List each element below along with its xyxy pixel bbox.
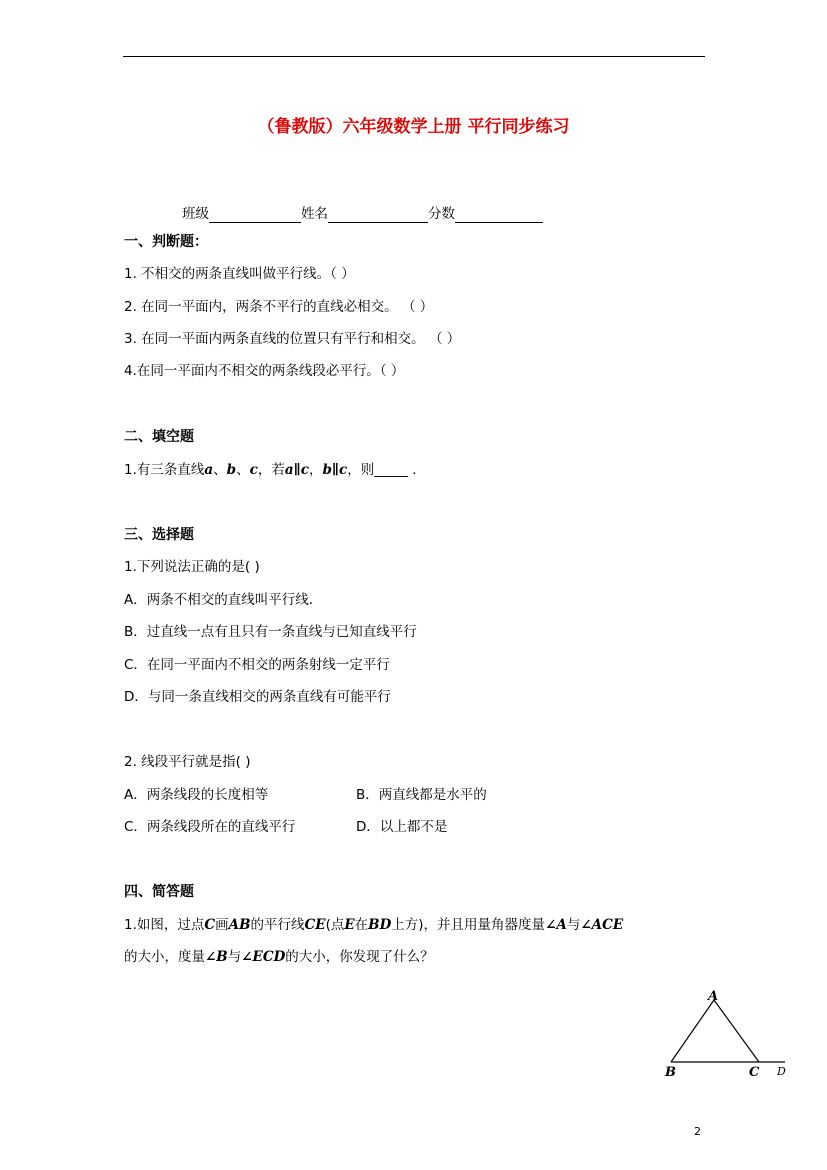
var-c: c: [249, 462, 258, 478]
text: 画: [215, 917, 229, 933]
class-blank[interactable]: [209, 208, 301, 223]
triangle-figure: [655, 982, 795, 1082]
var-a: a: [204, 462, 214, 478]
s2-question-1: [124, 461, 417, 479]
text: 1.如图，过点: [124, 917, 205, 933]
s3-q1-option-c: C．在同一平面内不相交的两条射线一定平行: [124, 657, 390, 673]
s3-q2-option-b: B．两直线都是水平的: [356, 787, 487, 803]
page-number: 2: [694, 1125, 701, 1138]
label-a: A: [708, 989, 719, 1004]
score-label: 分数: [428, 206, 455, 222]
angle-b: ∠B: [205, 949, 228, 965]
s2-q1-text-b: ，若: [257, 462, 285, 478]
section-2-heading: 二、填空题: [124, 429, 194, 445]
point-e: E: [344, 917, 355, 933]
segment-ab: AB: [228, 917, 251, 933]
s3-q1-option-a: A．两条不相交的直线叫平行线．: [124, 592, 323, 608]
text: 与: [227, 949, 242, 965]
parallel-a-c: a∥c: [284, 462, 309, 478]
text: 与: [566, 917, 581, 933]
s4-question-1-line-1: [124, 916, 623, 934]
text: (点: [325, 917, 345, 933]
document-title: （鲁教版）六年级数学上册 平行同步练习: [257, 117, 570, 137]
student-info-line: [182, 205, 543, 223]
s3-q1-option-b: B．过直线一点有且只有一条直线与已知直线平行: [124, 624, 417, 640]
label-b: B: [665, 1065, 676, 1080]
label-d: D: [777, 1065, 786, 1078]
score-blank[interactable]: [455, 208, 543, 223]
angle-ace: ∠ACE: [580, 917, 624, 933]
section-1-heading: 一、判断题：: [124, 234, 208, 250]
parallel-b-c: b∥c: [322, 462, 348, 478]
s1-question-4: 4.在同一平面内不相交的两条线段必平行。（ ）: [124, 363, 405, 379]
line-bd: BD: [368, 917, 392, 933]
line-ce: CE: [304, 917, 326, 933]
section-4-heading: 四、简答题: [124, 884, 194, 900]
name-label: 姓名: [301, 206, 328, 222]
side-ac: [714, 1000, 759, 1062]
s2-q1-text-c: ，则_____ .: [347, 462, 417, 478]
side-ab: [671, 1000, 714, 1062]
header-rule: [123, 56, 705, 57]
text: 的大小，度量: [124, 949, 205, 965]
var-b: b: [226, 462, 237, 478]
section-3-heading: 三、选择题: [124, 527, 194, 543]
s3-q2-option-a: A．两条线段的长度相等: [124, 787, 269, 803]
separator: 、: [213, 462, 227, 478]
s1-question-1: 1. 不相交的两条直线叫做平行线。（ ）: [124, 266, 355, 282]
name-blank[interactable]: [328, 208, 428, 223]
s2-q1-text-a: 1.有三条直线: [124, 462, 205, 478]
s3-question-2: 2. 线段平行就是指( ): [124, 754, 251, 770]
s3-question-1: 1.下列说法正确的是( ): [124, 559, 260, 575]
s4-question-1-line-2: [124, 948, 434, 966]
separator: ，: [308, 462, 323, 478]
text: 上方)，并且用量角器度量: [391, 917, 546, 933]
s3-q2-option-d: D．以上都不是: [356, 819, 448, 835]
angle-a: ∠A: [545, 917, 567, 933]
s3-q1-option-d: D．与同一条直线相交的两条直线有可能平行: [124, 689, 391, 705]
text: 的大小，你发现了什么？: [285, 949, 434, 965]
s1-question-2: 2. 在同一平面内，两条不平行的直线必相交。 （ ）: [124, 299, 434, 315]
point-c: C: [204, 917, 216, 933]
text: 在: [354, 917, 369, 933]
s1-question-3: 3. 在同一平面内两条直线的位置只有平行和相交。 （ ）: [124, 331, 461, 347]
angle-ecd: ∠ECD: [241, 949, 286, 965]
class-label: 班级: [182, 206, 209, 222]
separator: 、: [236, 462, 250, 478]
text: 的平行线: [250, 917, 305, 933]
s3-q2-option-c: C．两条线段所在的直线平行: [124, 819, 296, 835]
label-c: C: [749, 1065, 760, 1080]
